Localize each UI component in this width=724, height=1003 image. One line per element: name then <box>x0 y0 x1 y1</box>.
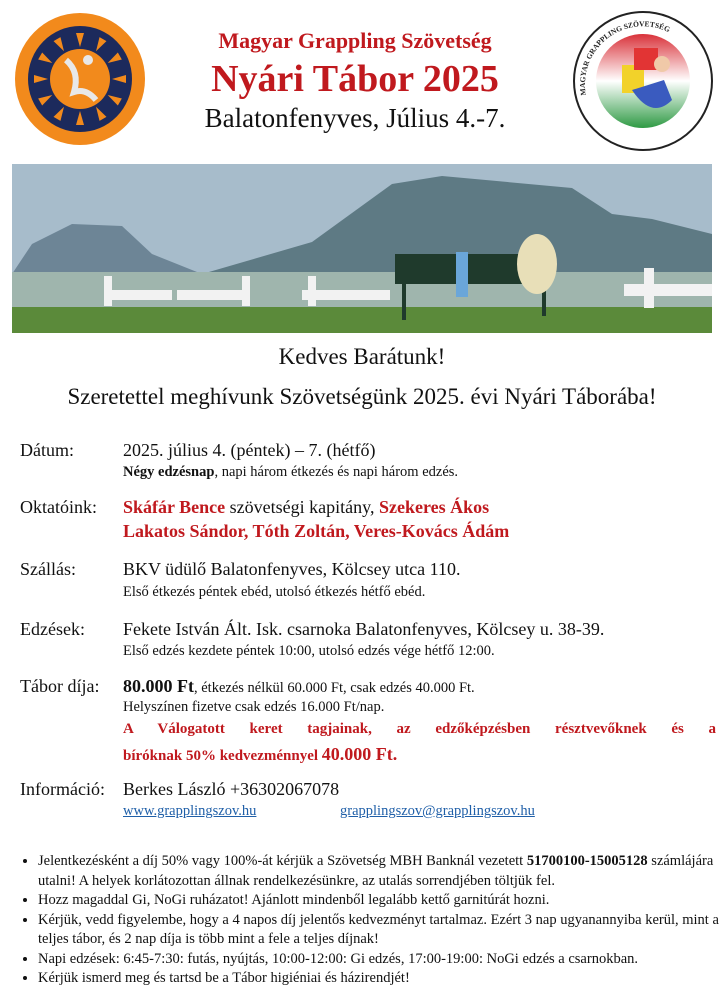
note-item <box>38 852 724 891</box>
training-days: Négy edzésnap <box>123 464 215 480</box>
note-text: számlájára utalni! A helyek korlátozottan állnak rendelkezésünkre, az utalás sorrendjében töltjük fel. <box>38 853 714 889</box>
invitation: Szeretettel meghívunk Szövetségünk 2025. évi Nyári Táborába! <box>67 384 657 409</box>
fee-price: 80.000 Ft <box>123 676 194 696</box>
coach-role: szövetségi kapitány, <box>225 497 379 517</box>
bank-account: 51700100-15005128 <box>526 853 648 869</box>
discount-text: bíróknak 50% kedvezménnyel <box>123 748 322 764</box>
trainings-value: Fekete István Ált. Isk. csarnoka Balatonfenyves, Kölcsey u. 38-39. <box>123 619 605 639</box>
fee-rest: , étkezés nélkül 60.000 Ft, csak edzés 40.000 Ft. <box>194 680 475 696</box>
discount-price: 40.000 Ft. <box>321 744 398 764</box>
coach-name: Skáfár Bence <box>123 497 226 517</box>
event-title: Nyári Tábor 2025 <box>211 58 499 100</box>
seal-text: MAGYAR GRAPPLING SZÖVETSÉG <box>577 19 672 96</box>
date-label: Dátum: <box>20 440 74 460</box>
date-value: 2025. július 4. (péntek) – 7. (hétfő) <box>123 440 376 460</box>
date-sub <box>123 464 458 481</box>
fee-line1 <box>123 676 475 697</box>
note-item: • Hozz magaddal Gi, NoGi ruházatot! Ajánlott mindenből legalább kettő garnitúrát hozni. <box>38 891 724 911</box>
website-link[interactable]: www.grapplingszov.hu <box>123 803 257 819</box>
trainings-sub: Első edzés kezdete péntek 10:00, utolsó edzés vége hétfő 12:00. <box>123 643 495 659</box>
info-contact: Berkes László +36302067078 <box>123 779 340 799</box>
sun-wrestling-logo <box>14 12 146 146</box>
email-link[interactable]: grapplingszov@grapplingszov.hu <box>340 803 535 819</box>
lodging-sub: Első étkezés péntek ebéd, utolsó étkezés hétfő ebéd. <box>123 584 426 600</box>
note-text: Jelentkezésként a díj 50% vagy 100%-át kérjük a Szövetség MBH Banknál vezetett <box>38 853 527 869</box>
federation-seal-logo <box>572 10 714 152</box>
lodging-label: Szállás: <box>20 559 76 579</box>
fee-discount-line2 <box>123 744 397 765</box>
lodging-value: BKV üdülő Balatonfenyves, Kölcsey utca 110. <box>123 559 461 579</box>
notes-list <box>20 852 724 989</box>
greeting: Kedves Barátunk! <box>278 344 446 369</box>
coach-name: Szekeres Ákos <box>378 497 490 517</box>
note-item: • Kérjük ismerd meg és tartsd be a Tábor higiéniai és házirendjét! <box>38 969 724 989</box>
lake-balaton-photo <box>12 164 712 333</box>
fee-label: Tábor díja: <box>20 676 100 696</box>
fee-onsite: Helyszínen fizetve csak edzés 16.000 Ft/nap. <box>123 699 385 715</box>
fee-discount-line1: A Válogatott keret tagjainak, az edzőképzésben résztvevőknek és a <box>123 721 716 737</box>
info-label: Információ: <box>20 779 105 799</box>
coaches-line2: Lakatos Sándor, Tóth Zoltán, Veres-Kovács Ádám <box>123 521 510 541</box>
note-item: • Napi edzések: 6:45-7:30: futás, nyújtás, 10:00-12:00: Gi edzés, 17:00-19:00: NoGi edzés a csarnokban. <box>38 950 724 970</box>
org-name: Magyar Grappling Szövetség <box>218 28 492 53</box>
note-item: • Kérjük, vedd figyelembe, hogy a 4 napos díj jelentős kedvezményt tartalmaz. Ezért 3 nap ugyanannyiba kerül, mint a teljes tábor, és 2 nap díja is több mint a fele a teljes díjnak! <box>38 911 724 950</box>
date-sub-text: , napi három étkezés és napi három edzés. <box>214 464 459 480</box>
trainings-label: Edzések: <box>20 619 85 639</box>
coaches-line1 <box>123 497 489 518</box>
coaches-label: Oktatóink: <box>20 497 97 517</box>
event-location-date: Balatonfenyves, Július 4.-7. <box>204 103 506 133</box>
